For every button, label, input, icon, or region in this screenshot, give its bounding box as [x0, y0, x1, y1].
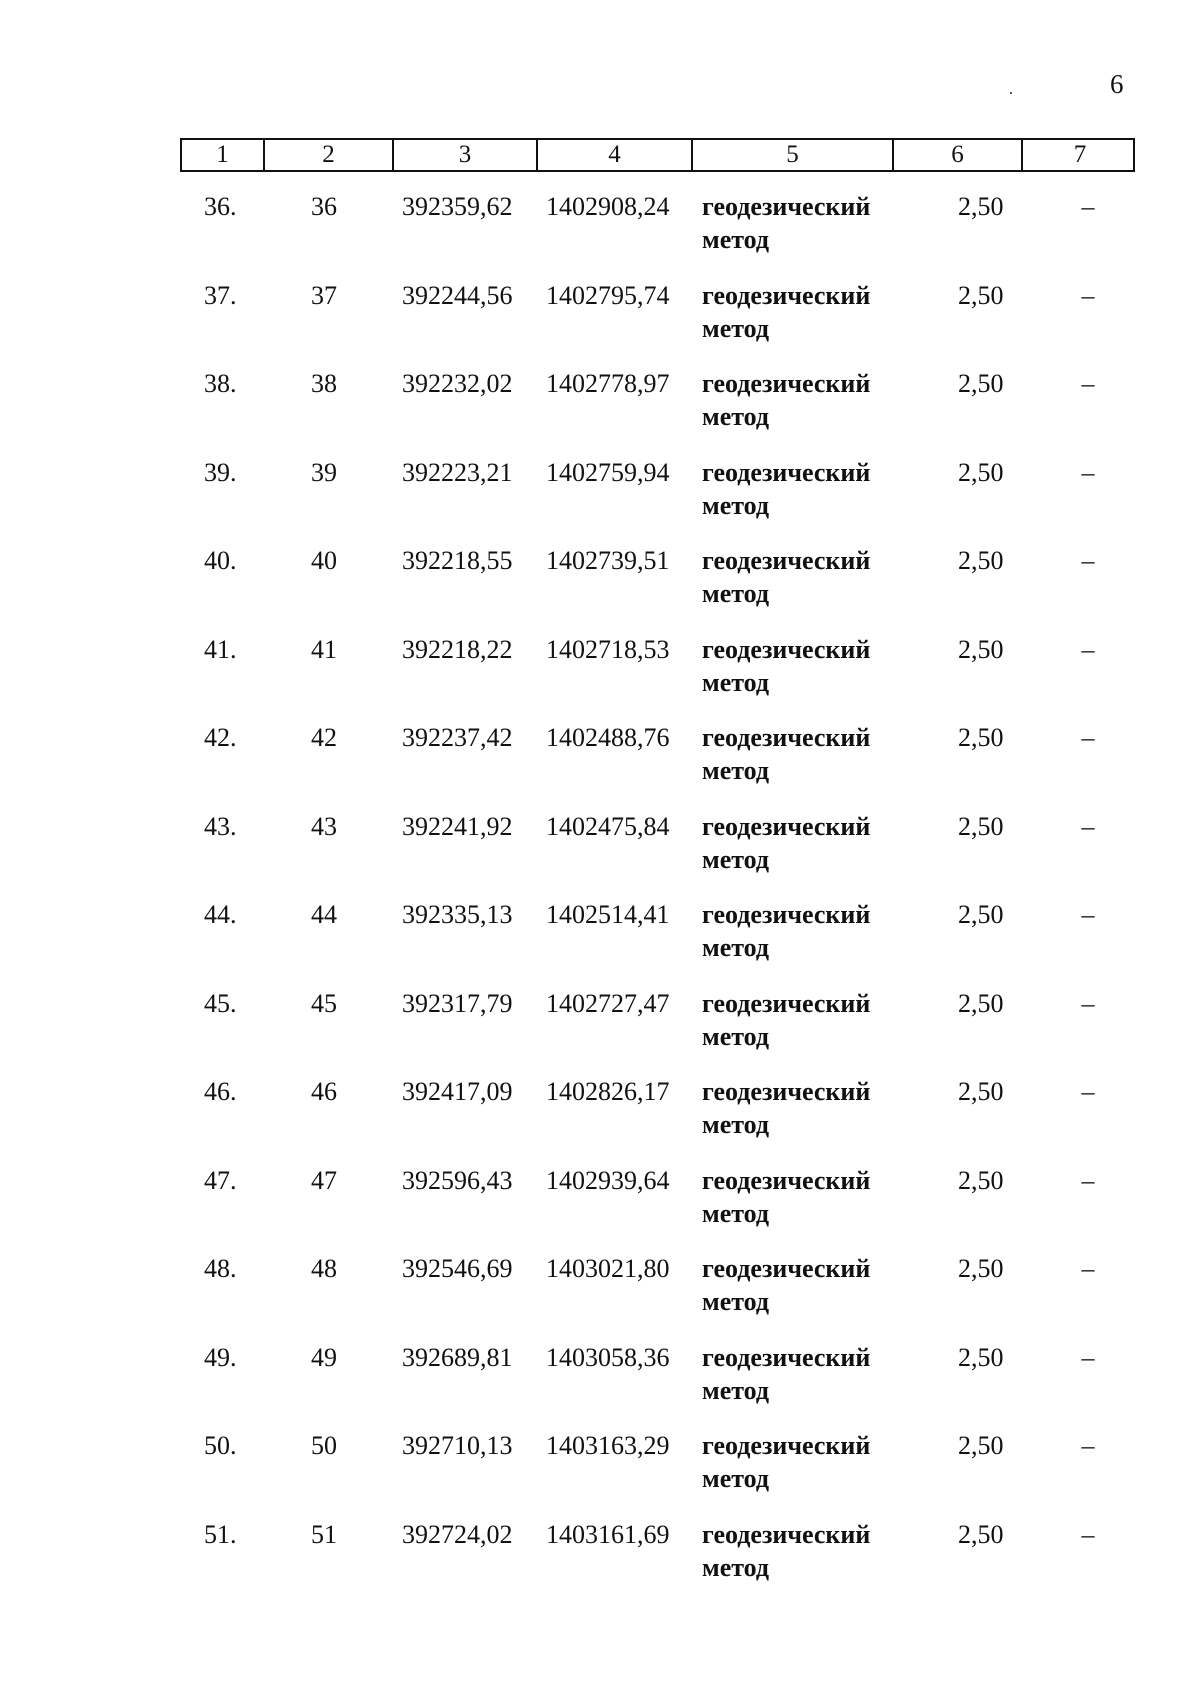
- row-number-cell: 41.: [204, 634, 237, 664]
- table-row: [180, 544, 1135, 633]
- coordinate-x-cell: 392241,92: [402, 811, 513, 841]
- accuracy-cell: 2,50: [958, 457, 1004, 487]
- table-row: [180, 190, 1135, 279]
- page-number: 6: [1110, 69, 1124, 99]
- row-number-cell: 47.: [204, 1165, 237, 1195]
- point-id-cell: 40: [311, 546, 337, 575]
- method-cell: геодезический метод: [702, 457, 871, 520]
- point-id-cell: 44: [311, 900, 337, 929]
- table-row: [180, 1252, 1135, 1341]
- note-cell: –: [1081, 457, 1095, 487]
- row-number-cell: 42.: [204, 723, 237, 752]
- note-cell: –: [1081, 1342, 1095, 1372]
- row-number-cell: 45.: [204, 988, 237, 1018]
- row-number-cell: 44.: [204, 900, 237, 929]
- point-id-cell: 46: [311, 1077, 337, 1106]
- coordinate-x-cell: 392724,02: [402, 1519, 513, 1549]
- table-row: [180, 1518, 1135, 1607]
- table-header: [180, 138, 1135, 172]
- method-cell: геодезический метод: [702, 988, 871, 1051]
- header-cell-6: 6: [894, 140, 1023, 170]
- accuracy-cell: 2,50: [958, 280, 1004, 310]
- note-cell: –: [1081, 1431, 1095, 1460]
- accuracy-cell: 2,50: [958, 900, 1004, 929]
- coordinate-x-cell: 392710,13: [402, 1431, 513, 1460]
- table-row: [180, 456, 1135, 545]
- coordinate-x-cell: 392546,69: [402, 1254, 513, 1283]
- note-cell: –: [1081, 1165, 1095, 1195]
- coordinate-x-cell: 392218,55: [402, 546, 513, 575]
- point-id-cell: 41: [311, 634, 337, 664]
- note-cell: –: [1081, 900, 1095, 929]
- point-id-cell: 43: [311, 811, 337, 841]
- method-cell: геодезический метод: [702, 634, 871, 697]
- coordinate-y-cell: 1403058,36: [546, 1342, 670, 1372]
- coordinate-y-cell: 1402727,47: [546, 988, 670, 1018]
- table-row: [180, 987, 1135, 1076]
- coordinate-x-cell: 392596,43: [402, 1165, 513, 1195]
- point-id-cell: 49: [311, 1342, 337, 1372]
- point-id-cell: 51: [311, 1519, 337, 1549]
- coordinate-y-cell: 1402488,76: [546, 723, 670, 752]
- method-cell: геодезический метод: [702, 546, 871, 608]
- coordinate-x-cell: 392237,42: [402, 723, 513, 752]
- note-cell: –: [1081, 192, 1095, 221]
- accuracy-cell: 2,50: [958, 988, 1004, 1018]
- row-number-cell: 39.: [204, 457, 237, 487]
- row-number-cell: 37.: [204, 280, 237, 310]
- method-cell: геодезический метод: [702, 280, 871, 343]
- coordinate-x-cell: 392232,02: [402, 369, 513, 398]
- table-row: [180, 1341, 1135, 1430]
- point-id-cell: 37: [311, 280, 337, 310]
- note-cell: –: [1081, 546, 1095, 575]
- note-cell: –: [1081, 280, 1095, 310]
- table-row: [180, 721, 1135, 810]
- point-id-cell: 50: [311, 1431, 337, 1460]
- coordinate-y-cell: 1403163,29: [546, 1431, 670, 1460]
- header-cell-5: 5: [693, 140, 894, 170]
- accuracy-cell: 2,50: [958, 811, 1004, 841]
- accuracy-cell: 2,50: [958, 1342, 1004, 1372]
- row-number-cell: 51.: [204, 1519, 237, 1549]
- coordinate-y-cell: 1403161,69: [546, 1519, 670, 1549]
- table-row: [180, 1429, 1135, 1518]
- method-cell: геодезический метод: [702, 1077, 871, 1139]
- method-cell: геодезический метод: [702, 1342, 871, 1405]
- accuracy-cell: 2,50: [958, 192, 1004, 221]
- coordinate-y-cell: 1403021,80: [546, 1254, 670, 1283]
- coordinate-x-cell: 392689,81: [402, 1342, 513, 1372]
- method-cell: геодезический метод: [702, 1431, 871, 1493]
- row-number-cell: 49.: [204, 1342, 237, 1372]
- accuracy-cell: 2,50: [958, 723, 1004, 752]
- point-id-cell: 48: [311, 1254, 337, 1283]
- method-cell: геодезический метод: [702, 723, 871, 785]
- coordinate-y-cell: 1402778,97: [546, 369, 670, 398]
- table-row: [180, 367, 1135, 456]
- point-id-cell: 45: [311, 988, 337, 1018]
- note-cell: –: [1081, 1519, 1095, 1549]
- coordinate-y-cell: 1402795,74: [546, 280, 670, 310]
- coordinate-x-cell: 392417,09: [402, 1077, 513, 1106]
- header-cell-4: 4: [538, 140, 693, 170]
- header-cell-3: 3: [394, 140, 538, 170]
- note-cell: –: [1081, 1254, 1095, 1283]
- method-cell: геодезический метод: [702, 192, 871, 254]
- coordinate-y-cell: 1402514,41: [546, 900, 670, 929]
- row-number-cell: 43.: [204, 811, 237, 841]
- method-cell: геодезический метод: [702, 900, 871, 962]
- header-cell-1: 1: [182, 140, 265, 170]
- table-row: [180, 633, 1135, 722]
- table-row: [180, 1164, 1135, 1253]
- coordinate-y-cell: 1402718,53: [546, 634, 670, 664]
- row-number-cell: 48.: [204, 1254, 237, 1283]
- header-cell-7: 7: [1073, 141, 1087, 168]
- point-id-cell: 42: [311, 723, 337, 752]
- coordinate-y-cell: 1402908,24: [546, 192, 670, 221]
- method-cell: геодезический метод: [702, 1519, 871, 1582]
- method-cell: геодезический метод: [702, 369, 871, 431]
- accuracy-cell: 2,50: [958, 1519, 1004, 1549]
- point-id-cell: 36: [311, 192, 337, 221]
- note-cell: –: [1081, 723, 1095, 752]
- coordinate-y-cell: 1402739,51: [546, 546, 670, 575]
- method-cell: геодезический метод: [702, 811, 871, 874]
- coordinate-x-cell: 392317,79: [402, 988, 513, 1018]
- scan-speck: [1010, 92, 1012, 94]
- point-id-cell: 39: [311, 457, 337, 487]
- header-cell-2: 2: [265, 140, 394, 170]
- accuracy-cell: 2,50: [958, 634, 1004, 664]
- accuracy-cell: 2,50: [958, 1431, 1004, 1460]
- table-row: [180, 810, 1135, 899]
- note-cell: –: [1081, 1077, 1095, 1106]
- note-cell: –: [1081, 811, 1095, 841]
- accuracy-cell: 2,50: [958, 546, 1004, 575]
- method-cell: геодезический метод: [702, 1165, 871, 1228]
- point-id-cell: 38: [311, 369, 337, 398]
- row-number-cell: 50.: [204, 1431, 237, 1460]
- accuracy-cell: 2,50: [958, 369, 1004, 398]
- point-id-cell: 47: [311, 1165, 337, 1195]
- table-row: [180, 1075, 1135, 1164]
- table-row: [180, 279, 1135, 368]
- coordinate-y-cell: 1402759,94: [546, 457, 670, 487]
- note-cell: –: [1081, 369, 1095, 398]
- table-row: [180, 898, 1135, 987]
- coordinate-x-cell: 392244,56: [402, 280, 513, 310]
- accuracy-cell: 2,50: [958, 1254, 1004, 1283]
- table-body: [180, 190, 1135, 1606]
- coordinate-x-cell: 392359,62: [402, 192, 513, 221]
- note-cell: –: [1081, 988, 1095, 1018]
- coordinate-x-cell: 392223,21: [402, 457, 513, 487]
- row-number-cell: 46.: [204, 1077, 237, 1106]
- coordinate-x-cell: 392335,13: [402, 900, 513, 929]
- note-cell: –: [1081, 634, 1095, 664]
- coordinate-y-cell: 1402826,17: [546, 1077, 670, 1106]
- coordinate-y-cell: 1402939,64: [546, 1165, 670, 1195]
- row-number-cell: 36.: [204, 192, 237, 221]
- row-number-cell: 38.: [204, 369, 237, 398]
- coordinate-y-cell: 1402475,84: [546, 811, 670, 841]
- method-cell: геодезический метод: [702, 1254, 871, 1316]
- coordinate-x-cell: 392218,22: [402, 634, 513, 664]
- row-number-cell: 40.: [204, 546, 237, 575]
- accuracy-cell: 2,50: [958, 1077, 1004, 1106]
- accuracy-cell: 2,50: [958, 1165, 1004, 1195]
